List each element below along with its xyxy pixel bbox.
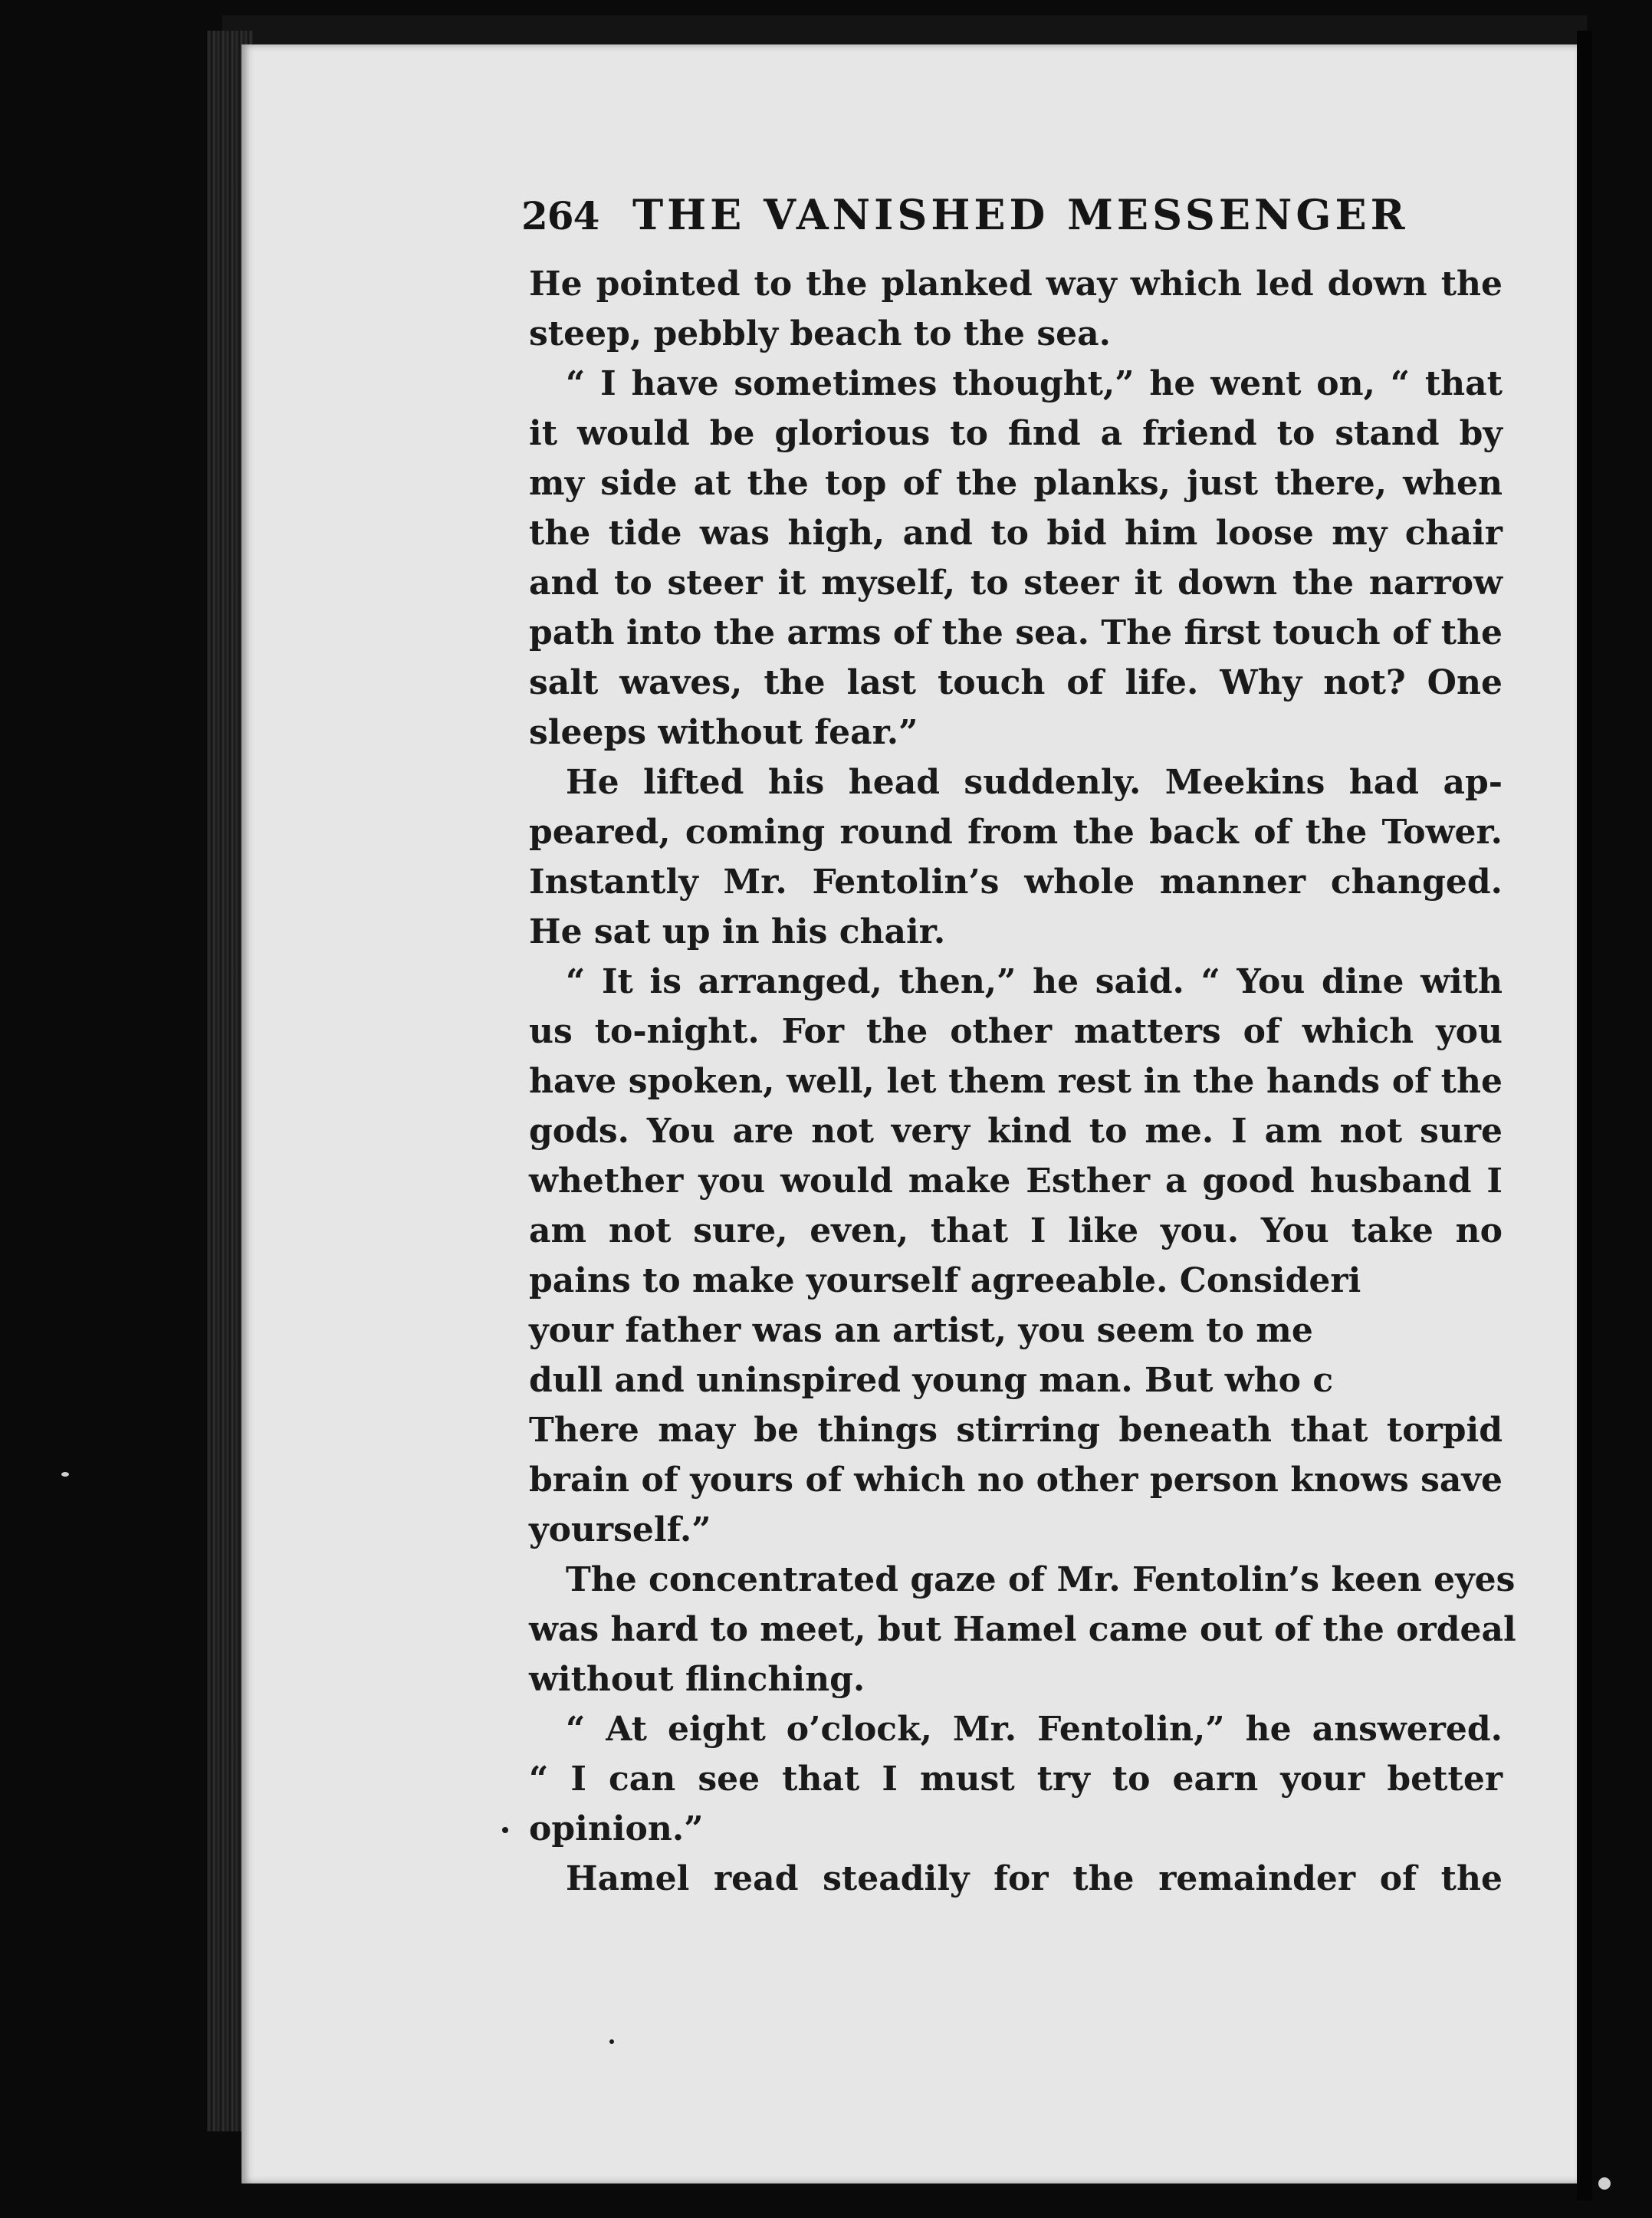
text-line: Hamel read steadily for the remainder of the: [566, 1859, 1503, 1898]
text-line: my side at the top of the planks, just there, when: [529, 464, 1503, 503]
text-line: He lifted his head suddenly. Meekins had ap-: [566, 763, 1503, 802]
text-line: whether you would make Esther a good husband I: [529, 1162, 1503, 1201]
text-line: without flinching.: [529, 1660, 865, 1699]
text-line: us to-night. For the other matters of which you: [529, 1012, 1503, 1051]
text-line: He sat up in his chair.: [529, 912, 946, 951]
text-line: am not sure, even, that I like you. You take no: [529, 1211, 1503, 1250]
text-line: your father was an artist, you seem to me: [529, 1311, 1313, 1350]
page-top-shadow: [222, 15, 1587, 46]
text-line: There may be things stirring beneath that torpid: [529, 1411, 1503, 1450]
text-line: gods. You are not very kind to me. I am not sure: [529, 1112, 1503, 1151]
running-title: THE VANISHED MESSENGER: [632, 190, 1409, 239]
scan-speck: [1598, 2177, 1611, 2190]
text-line: it would be glorious to find a friend to stand by: [529, 414, 1503, 453]
text-line: the tide was high, and to bid him loose my chair: [529, 514, 1503, 553]
text-line: salt waves, the last touch of life. Why not? One: [529, 663, 1503, 702]
text-line: sleeps without fear.”: [529, 713, 918, 752]
scan-speck: [61, 1472, 69, 1477]
text-line: “ At eight o’clock, Mr. Fentolin,” he answered.: [566, 1710, 1503, 1749]
scan-speck: [502, 1827, 508, 1833]
text-line: opinion.”: [529, 1809, 704, 1848]
text-line: Instantly Mr. Fentolin’s whole manner changed.: [529, 863, 1503, 902]
text-line: and to steer it myself, to steer it down the narrow: [529, 564, 1503, 603]
text-line: He pointed to the planked way which led down the: [529, 265, 1503, 304]
text-line: The concentrated gaze of Mr. Fentolin’s keen eyes: [566, 1560, 1516, 1599]
text-line: “ I have sometimes thought,” he went on, “ that: [566, 364, 1503, 403]
text-line: path into the arms of the sea. The first touch of the: [529, 613, 1503, 652]
text-line: was hard to meet, but Hamel came out of the ordeal: [529, 1610, 1516, 1649]
text-line: yourself.”: [529, 1510, 711, 1549]
text-line: “ It is arranged, then,” he said. “ You dine with: [566, 962, 1503, 1001]
scan-speck: [609, 2039, 614, 2044]
page-right-edge: [1577, 31, 1592, 2200]
text-line: steep, pebbly beach to the sea.: [529, 314, 1111, 353]
page-number: 264: [521, 193, 599, 238]
text-line: peared, coming round from the back of the Tower.: [529, 813, 1503, 852]
text-line: brain of yours of which no other person knows save: [529, 1461, 1503, 1500]
text-line: “ I can see that I must try to earn your better: [529, 1760, 1503, 1799]
body-text: [529, 259, 1516, 1904]
text-line: dull and uninspired young man. But who c: [529, 1361, 1334, 1400]
text-line: have spoken, well, let them rest in the hands of the: [529, 1062, 1503, 1101]
running-header: [521, 190, 1441, 259]
text-line: pains to make yourself agreeable. Consideri: [529, 1261, 1361, 1300]
